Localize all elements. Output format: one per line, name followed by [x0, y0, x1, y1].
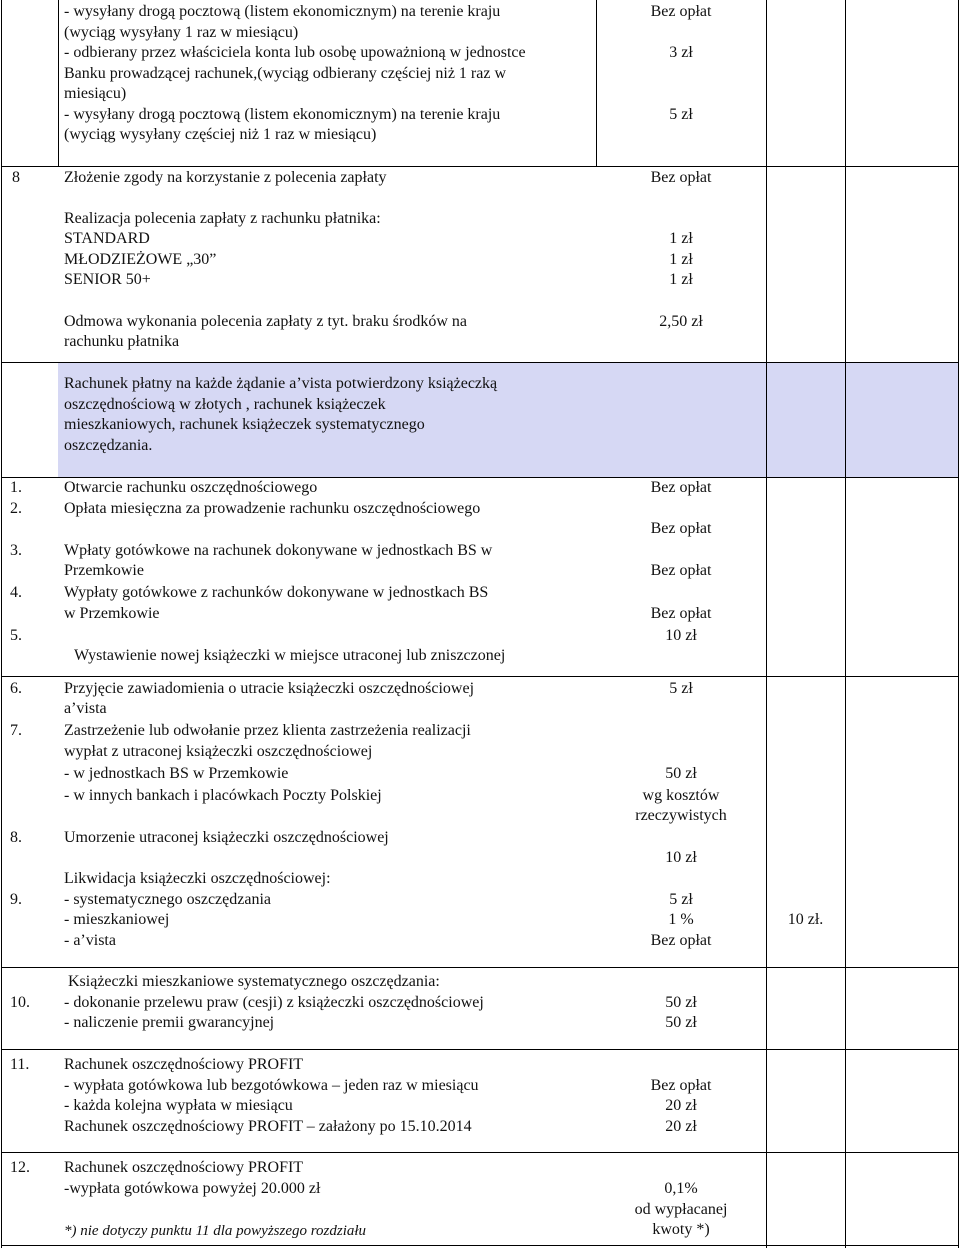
row-divider	[1, 967, 959, 968]
fee-value: 0,1%	[664, 1180, 698, 1197]
item-desc: Wpłaty gotówkowe na rachunek dokonywane w jednostkach BS w	[64, 542, 493, 559]
row-number: 8	[12, 169, 20, 186]
item-desc: - naliczenie premii gwarancyjnej	[64, 1014, 275, 1031]
fee-value: 20 zł	[665, 1118, 697, 1135]
section-header-line: mieszkaniowych, rachunek książeczek systematycznego	[64, 416, 425, 433]
statement-desc-line: - wysyłany drogą pocztową (listem ekonomicznym) na terenie kraju	[64, 3, 501, 20]
item-desc: Rachunek oszczędnościowy PROFIT	[64, 1159, 304, 1176]
row-number: 11.	[10, 1056, 30, 1073]
fee-value: Bez opłat	[650, 562, 712, 579]
statement-desc-line: (wyciąg wysyłany częściej niż 1 raz w miesiącu)	[64, 126, 377, 143]
section-header-line: oszczędnościową w złotych , rachunek książeczek	[64, 396, 386, 413]
row-divider	[1, 1245, 959, 1246]
row-number: 7.	[10, 722, 22, 739]
item-desc: - dokonanie przelewu praw (cesji) z książeczki oszczędnościowej	[64, 994, 484, 1011]
extra-fee-value: 10 zł.	[787, 911, 824, 928]
statement-desc-line: Banku prowadzącej rachunek,(wyciąg odbierany częściej niż 1 raz w	[64, 65, 507, 82]
grid-line	[58, 0, 59, 166]
footnote: *) nie dotyczy punktu 11 dla powyższego rozdziału	[64, 1223, 367, 1239]
fee-value: 1 zł	[669, 271, 693, 288]
fee-value: Bez opłat	[650, 1077, 712, 1094]
grid-line	[1, 0, 2, 1248]
item-desc: wypłat z utraconej książeczki oszczędnościowej	[64, 743, 373, 760]
item-desc: Przemkowie	[64, 562, 144, 579]
row-number: 2.	[10, 500, 22, 517]
item-desc: w Przemkowie	[64, 605, 160, 622]
row-number: 3.	[10, 542, 22, 559]
section-header-line: oszczędzania.	[64, 437, 153, 454]
row-divider	[1, 1152, 959, 1153]
direct-debit-sub: Realizacja polecenia zapłaty z rachunku płatnika:	[64, 210, 381, 227]
item-desc: a’vista	[64, 700, 107, 717]
item-desc: Wystawienie nowej książeczki w miejsce utraconej lub zniszczonej	[74, 647, 506, 664]
fee-value: 10 zł	[665, 627, 697, 644]
fee-value: Bez opłat	[650, 479, 712, 496]
grid-line	[845, 0, 846, 1248]
fee-value: Bez opłat	[650, 3, 712, 20]
row-divider	[1, 1049, 959, 1050]
item-desc: - w jednostkach BS w Przemkowie	[64, 765, 289, 782]
item-desc: Otwarcie rachunku oszczędnościowego	[64, 479, 318, 496]
fee-value: 5 zł	[669, 680, 693, 697]
fee-value: 1 %	[668, 911, 694, 928]
fee-value: 2,50 zł	[659, 313, 703, 330]
row-number: 1.	[10, 479, 22, 496]
item-desc: - systematycznego oszczędzania	[64, 891, 272, 908]
fee-value: wg kosztów	[642, 787, 720, 804]
grid-line	[766, 0, 767, 1248]
row-number: 12.	[10, 1159, 30, 1176]
item-desc: Przyjęcie zawiadomienia o utracie książeczki oszczędnościowej	[64, 680, 475, 697]
row-number: 4.	[10, 584, 22, 601]
item-desc: Opłata miesięczna za prowadzenie rachunku oszczędnościowego	[64, 500, 481, 517]
item-desc: -wypłata gotówkowa powyżej 20.000 zł	[64, 1180, 321, 1197]
item-desc: - a’vista	[64, 932, 116, 949]
fee-value: Bez opłat	[650, 605, 712, 622]
fee-value: 50 zł	[665, 765, 697, 782]
item-desc: Zastrzeżenie lub odwołanie przez klienta zastrzeżenia realizacji	[64, 722, 471, 739]
direct-debit-sub: MŁODZIEŻOWE „30”	[64, 251, 217, 268]
statement-desc-line: - odbierany przez właściciela konta lub osobę upoważnioną w jednostce	[64, 44, 526, 61]
fee-value: Bez opłat	[650, 169, 712, 186]
item-desc: - w innych bankach i placówkach Poczty Polskiej	[64, 787, 382, 804]
fee-value: 5 zł	[669, 891, 693, 908]
direct-debit-sub: SENIOR 50+	[64, 271, 151, 288]
fee-value: rzeczywistych	[635, 807, 727, 824]
direct-debit-consent: Złożenie zgody na korzystanie z polecenia zapłaty	[64, 169, 387, 186]
fee-value: 3 zł	[669, 44, 693, 61]
item-desc: Rachunek oszczędnościowy PROFIT	[64, 1056, 304, 1073]
fee-value: od wypłacanej	[634, 1201, 728, 1218]
direct-debit-sub: STANDARD	[64, 230, 150, 247]
item-desc: Umorzenie utraconej książeczki oszczędnościowej	[64, 829, 389, 846]
grid-line	[596, 0, 597, 166]
fee-value: Bez opłat	[650, 520, 712, 537]
row-number: 9.	[10, 891, 22, 908]
item-desc: - każda kolejna wypłata w miesiącu	[64, 1097, 293, 1114]
fee-value: kwoty *)	[652, 1221, 710, 1238]
fee-value: 50 zł	[665, 1014, 697, 1031]
row-divider	[1, 676, 959, 677]
item-desc: - mieszkaniowej	[64, 911, 170, 928]
statement-desc-line: - wysyłany drogą pocztową (listem ekonomicznym) na terenie kraju	[64, 106, 501, 123]
row-divider	[1, 362, 959, 363]
grid-line	[958, 0, 959, 1248]
fee-value: 50 zł	[665, 994, 697, 1011]
fee-value: 1 zł	[669, 251, 693, 268]
row-number: 6.	[10, 680, 22, 697]
row-number: 10.	[10, 994, 30, 1011]
item-desc: - wypłata gotówkowa lub bezgotówkowa – jeden raz w miesiącu	[64, 1077, 479, 1094]
row-divider	[1, 166, 959, 167]
row-number: 5.	[10, 627, 22, 644]
statement-desc-line: miesiącu)	[64, 85, 127, 102]
section-header-line: Rachunek płatny na każde żądanie a’vista potwierdzony książeczką	[64, 375, 498, 392]
item-desc: Likwidacja książeczki oszczędnościowej:	[64, 870, 331, 887]
item-desc: Wypłaty gotówkowe z rachunków dokonywane w jednostkach BS	[64, 584, 489, 601]
fee-value: 20 zł	[665, 1097, 697, 1114]
item-desc: Książeczki mieszkaniowe systematycznego oszczędzania:	[68, 973, 440, 990]
item-desc: Rachunek oszczędnościowy PROFIT – załażony po 15.10.2014	[64, 1118, 472, 1135]
refusal-desc: rachunku płatnika	[64, 333, 180, 350]
refusal-desc: Odmowa wykonania polecenia zapłaty z tyt. braku środków na	[64, 313, 467, 330]
fee-value: Bez opłat	[650, 932, 712, 949]
statement-desc-line: (wyciąg wysyłany 1 raz w miesiącu)	[64, 24, 299, 41]
fee-value: 1 zł	[669, 230, 693, 247]
fee-value: 5 zł	[669, 106, 693, 123]
row-number: 8.	[10, 829, 22, 846]
fee-value: 10 zł	[665, 849, 697, 866]
